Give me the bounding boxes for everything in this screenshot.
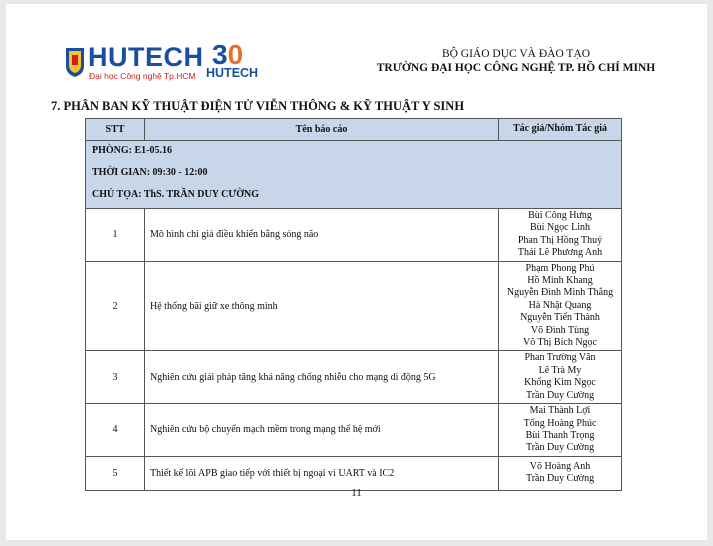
author-name: Bùi Công Hưng xyxy=(528,210,592,221)
brand-name: HUTECH xyxy=(88,42,204,72)
row-stt: 4 xyxy=(86,404,145,457)
author-name: Mai Thành Lợi xyxy=(529,405,591,417)
row-authors xyxy=(499,456,622,490)
anniversary-logo xyxy=(206,40,262,84)
author-name: Phan Trường Văn xyxy=(524,352,596,364)
row-title: Thiết kế lõi APB giao tiếp với thiết bị ngoại vi UART và IC2 xyxy=(145,456,499,490)
session-chair-row xyxy=(86,185,622,209)
row-stt: 3 xyxy=(86,351,145,404)
author-name: Hồ Minh Khang xyxy=(527,275,593,287)
row-authors xyxy=(499,261,622,351)
table-row xyxy=(86,404,622,457)
institution-header xyxy=(366,47,666,75)
row-title: Hệ thống bãi giữ xe thông minh xyxy=(145,261,499,351)
author-name: Nguyễn Đình Minh Thắng xyxy=(506,287,614,299)
session-room-row xyxy=(86,141,622,164)
header-title: Tên báo cáo xyxy=(145,119,499,141)
author-name: Trần Duy Cường xyxy=(525,442,595,454)
session-room: PHÒNG: E1-05.16 xyxy=(86,141,622,164)
header-stt: STT xyxy=(86,119,145,141)
author-name: Lê Trà My xyxy=(538,364,582,376)
table-row xyxy=(86,351,622,404)
author-name: Nguyễn Tiến Thành xyxy=(520,312,600,324)
author-name: Bùi Ngọc Linh xyxy=(530,222,590,234)
row-stt: 5 xyxy=(86,456,145,490)
table-header-row xyxy=(86,119,622,141)
anniversary-name: HUTECH xyxy=(206,66,259,80)
row-title: Mô hình chi giả điều khiển bằng sóng não xyxy=(145,209,499,262)
author-name: Trần Duy Cường xyxy=(525,473,595,485)
row-authors xyxy=(499,351,622,404)
table-row xyxy=(86,209,622,262)
author-name: Khổng Kim Ngọc xyxy=(524,377,596,389)
row-authors xyxy=(499,209,622,262)
shield-icon xyxy=(65,46,85,78)
author-name: Thái Lê Phương Anh xyxy=(517,247,603,259)
hutech-logo xyxy=(65,42,204,84)
anniversary-number: 30 xyxy=(212,39,244,70)
author-name: Trần Duy Cường xyxy=(525,389,595,401)
table-row xyxy=(86,456,622,490)
row-stt: 2 xyxy=(86,261,145,351)
table-row xyxy=(86,261,622,351)
author-name: Phan Thị Hồng Thuỷ xyxy=(517,234,603,246)
row-title: Nghiên cứu bộ chuyển mạch mềm trong mạng thế hệ mới xyxy=(145,404,499,457)
page-number: 11 xyxy=(351,487,362,499)
author-name: Hà Nhật Quang xyxy=(528,299,592,311)
author-name: Võ Thị Bích Ngọc xyxy=(523,337,597,349)
schedule-table xyxy=(85,118,622,491)
university-name: TRƯỜNG ĐẠI HỌC CÔNG NGHỆ TP. HỒ CHÍ MINH xyxy=(376,62,656,74)
row-stt: 1 xyxy=(86,209,145,262)
ministry-name: BỘ GIÁO DỤC VÀ ĐÀO TẠO xyxy=(441,48,591,60)
author-name: Bùi Thanh Trọng xyxy=(525,429,595,441)
row-title: Nghiên cứu giải pháp tăng khả năng chống nhiễu cho mạng di động 5G xyxy=(145,351,499,404)
session-time: THỜI GIAN: 09:30 - 12:00 xyxy=(86,163,622,185)
author-name: Tống Hoàng Phúc xyxy=(523,417,597,429)
author-name: Võ Đình Tùng xyxy=(530,324,590,336)
session-chair: CHỦ TỌA: ThS. TRẦN DUY CƯỜNG xyxy=(86,185,622,209)
brand-subtitle: Đại học Công nghệ Tp.HCM xyxy=(89,71,196,81)
session-time-row xyxy=(86,163,622,185)
row-authors xyxy=(499,404,622,457)
header-authors: Tác giả/Nhóm Tác giả xyxy=(499,119,622,141)
section-title: 7. PHÂN BAN KỸ THUẬT ĐIỆN TỬ VIỄN THÔNG & KỸ THUẬT Y SINH xyxy=(51,99,465,113)
author-name: Võ Hoàng Anh xyxy=(529,460,591,472)
author-name: Phạm Phong Phú xyxy=(525,262,595,274)
